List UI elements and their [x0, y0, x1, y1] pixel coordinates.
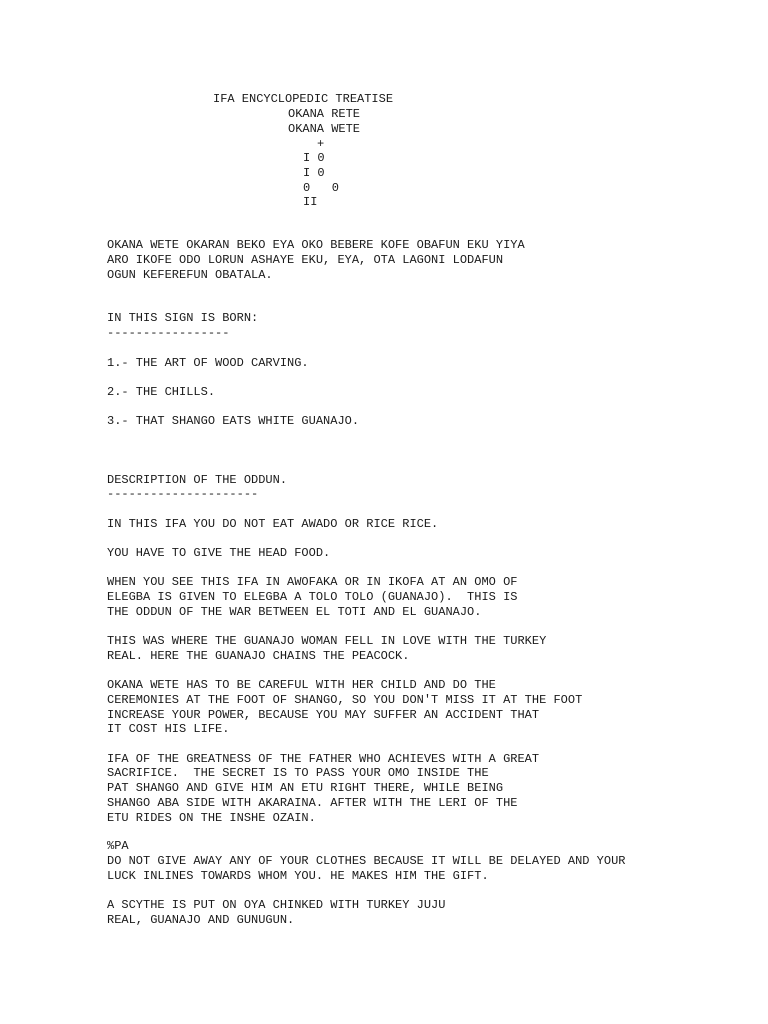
description-line: THIS WAS WHERE THE GUANAJO WOMAN FELL IN LOVE WITH THE TURKEY	[107, 634, 547, 648]
sign-row: I 0	[303, 166, 325, 180]
description-line: ELEGBA IS GIVEN TO ELEGBA A TOLO TOLO (GUANAJO). THIS IS	[107, 590, 518, 604]
description-line: CEREMONIES AT THE FOOT OF SHANGO, SO YOU DON'T MISS IT AT THE FOOT	[107, 693, 583, 707]
document-title: IFA ENCYCLOPEDIC TREATISE	[213, 92, 394, 106]
description-line: DO NOT GIVE AWAY ANY OF YOUR CLOTHES BECAUSE IT WILL BE DELAYED AND YOUR	[107, 854, 626, 868]
born-section-heading: IN THIS SIGN IS BORN:	[107, 311, 259, 325]
sign-plus-mark: +	[317, 137, 325, 151]
description-line: THE ODDUN OF THE WAR BETWEEN EL TOTI AND EL GUANAJO.	[107, 605, 482, 619]
sign-row: 0 0	[303, 181, 340, 195]
description-line: ETU RIDES ON THE INSHE OZAIN.	[107, 811, 316, 825]
born-section-underline: -----------------	[107, 326, 230, 340]
description-line: INCREASE YOUR POWER, BECAUSE YOU MAY SUFFER AN ACCIDENT THAT	[107, 708, 540, 722]
description-line: OKANA WETE HAS TO BE CAREFUL WITH HER CHILD AND DO THE	[107, 678, 496, 692]
description-line: LUCK INLINES TOWARDS WHOM YOU. HE MAKES HIM THE GIFT.	[107, 869, 489, 883]
born-list-item: 3.- THAT SHANGO EATS WHITE GUANAJO.	[107, 414, 360, 428]
sign-row: I 0	[303, 151, 325, 165]
intro-line: OKANA WETE OKARAN BEKO EYA OKO BEBERE KOFE OBAFUN EKU YIYA	[107, 238, 525, 252]
description-line: IFA OF THE GREATNESS OF THE FATHER WHO ACHIEVES WITH A GREAT	[107, 752, 540, 766]
description-line: IT COST HIS LIFE.	[107, 722, 230, 736]
description-line: PAT SHANGO AND GIVE HIM AN ETU RIGHT THERE, WHILE BEING	[107, 781, 504, 795]
description-line: A SCYTHE IS PUT ON OYA CHINKED WITH TURKEY JUJU	[107, 898, 446, 912]
description-line: IN THIS IFA YOU DO NOT EAT AWADO OR RICE RICE.	[107, 517, 439, 531]
born-list-item: 2.- THE CHILLS.	[107, 385, 216, 399]
description-line: WHEN YOU SEE THIS IFA IN AWOFAKA OR IN IKOFA AT AN OMO OF	[107, 575, 518, 589]
description-line: YOU HAVE TO GIVE THE HEAD FOOD.	[107, 546, 331, 560]
intro-line: ARO IKOFE ODO LORUN ASHAYE EKU, EYA, OTA LAGONI LODAFUN	[107, 253, 504, 267]
description-underline: ---------------------	[107, 487, 259, 501]
description-line: REAL, GUANAJO AND GUNUGUN.	[107, 913, 295, 927]
intro-line: OGUN KEFEREFUN OBATALA.	[107, 268, 273, 282]
description-line: %PA	[107, 839, 129, 853]
description-line: SACRIFICE. THE SECRET IS TO PASS YOUR OMO INSIDE THE	[107, 766, 489, 780]
sign-name-okana-wete: OKANA WETE	[288, 122, 361, 136]
description-heading: DESCRIPTION OF THE ODDUN.	[107, 473, 288, 487]
sign-row: II	[303, 195, 318, 209]
description-line: REAL. HERE THE GUANAJO CHAINS THE PEACOCK.	[107, 649, 410, 663]
description-line: SHANGO ABA SIDE WITH AKARAINA. AFTER WITH THE LERI OF THE	[107, 796, 518, 810]
sign-name-okana-rete: OKANA RETE	[288, 107, 361, 121]
born-list-item: 1.- THE ART OF WOOD CARVING.	[107, 356, 309, 370]
